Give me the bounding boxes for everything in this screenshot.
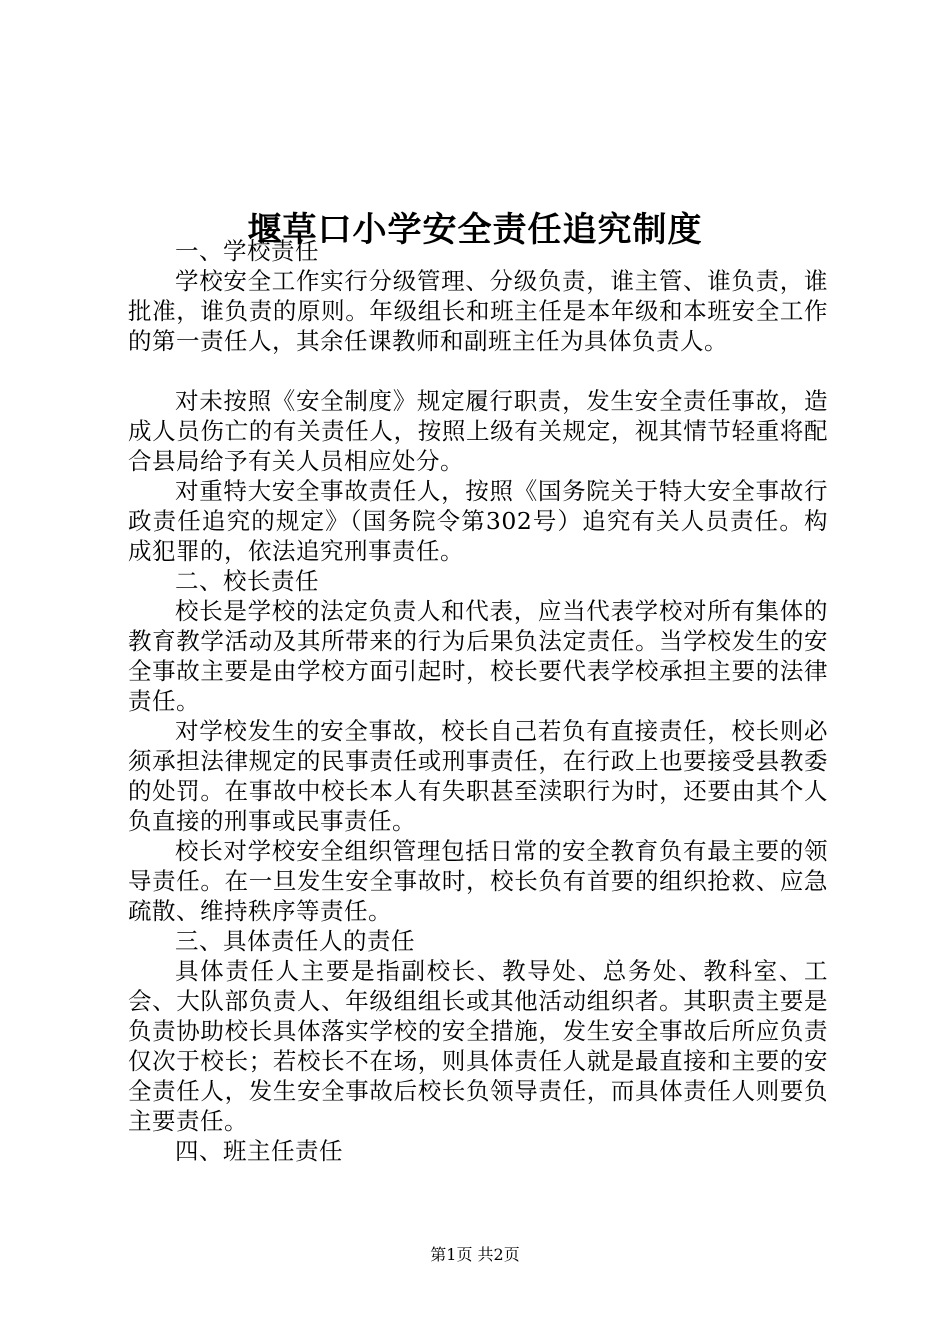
document-title: 堰草口小学安全责任追究制度 [247, 209, 703, 250]
body-paragraph: 校长对学校安全组织管理包括日常的安全教育负有最主要的领导责任。在一旦发生安全事故时，校长负有首要的组织抢救、应急疏散、维持秩序等责任。 [128, 837, 828, 925]
paragraph-spacer [128, 356, 828, 386]
document-body [128, 236, 828, 1166]
body-paragraph: 对重特大安全事故责任人，按照《国务院关于特大安全事故行政责任追究的规定》（国务院令第302号）追究有关人员责任。构成犯罪的，依法追究刑事责任。 [128, 477, 828, 565]
body-paragraph: 具体责任人主要是指副校长、教导处、总务处、教科室、工会、大队部负责人、年级组组长或其他活动组织者。其职责主要是负责协助校长具体落实学校的安全措施，发生安全事故后所应负责仅次于校长；若校长不在场，则具体责任人就是最直接和主要的安全责任人，发生安全事故后校长负领导责任，而具体责任人则要负主要责任。 [128, 957, 828, 1135]
section-heading: 三、具体责任人的责任 [175, 927, 415, 955]
section-heading: 四、班主任责任 [175, 1137, 343, 1165]
body-paragraph: 对学校发生的安全事故，校长自己若负有直接责任，校长则必须承担法律规定的民事责任或刑事责任，在行政上也要接受县教委的处罚。在事故中校长本人有失职甚至渎职行为时，还要由其个人负直接的刑事或民事责任。 [128, 717, 828, 835]
page-number-footer: 第1页 共2页 [430, 1245, 520, 1264]
section-heading: 一、学校责任 [175, 237, 319, 265]
section-heading: 二、校长责任 [175, 567, 319, 595]
body-paragraph: 对未按照《安全制度》规定履行职责，发生安全责任事故，造成人员伤亡的有关责任人，按照上级有关规定，视其情节轻重将配合县局给予有关人员相应处分。 [128, 387, 828, 475]
body-paragraph: 校长是学校的法定负责人和代表，应当代表学校对所有集体的教育教学活动及其所带来的行为后果负法定责任。当学校发生的安全事故主要是由学校方面引起时，校长要代表学校承担主要的法律责任。 [128, 597, 828, 715]
body-paragraph: 学校安全工作实行分级管理、分级负责，谁主管、谁负责，谁批准，谁负责的原则。年级组长和班主任是本年级和本班安全工作的第一责任人，其余任课教师和副班主任为具体负责人。 [128, 267, 828, 355]
